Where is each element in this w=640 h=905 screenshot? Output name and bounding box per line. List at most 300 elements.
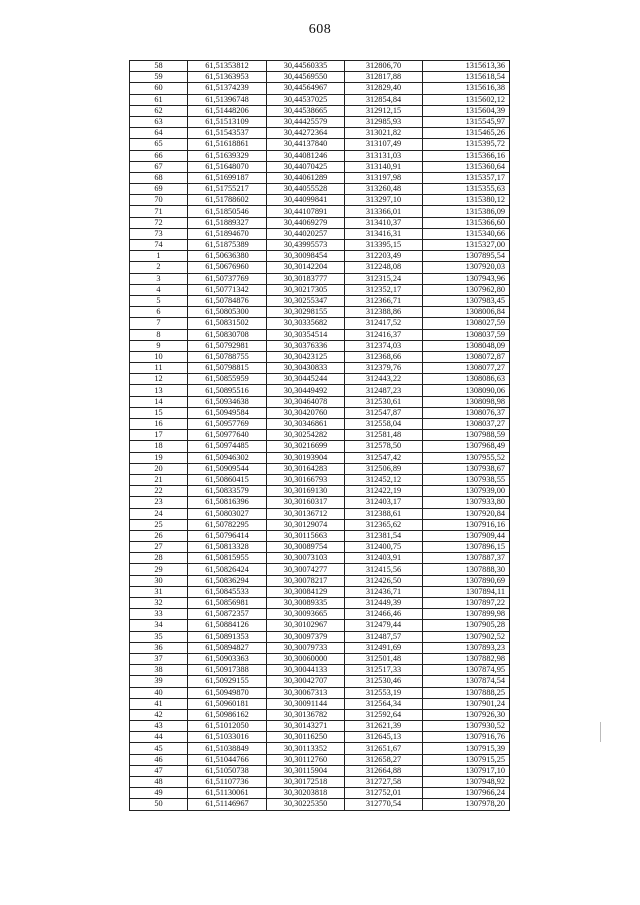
latitude-cell: 61,50855959 xyxy=(188,374,267,385)
table-row xyxy=(130,273,510,284)
table-row xyxy=(130,105,510,116)
longitude-cell: 30,30160317 xyxy=(267,497,345,508)
y-coordinate-cell: 1315602,12 xyxy=(423,94,510,105)
longitude-cell: 30,44137840 xyxy=(267,139,345,150)
table-row xyxy=(130,642,510,653)
y-coordinate-cell: 1307930,52 xyxy=(423,721,510,732)
y-coordinate-cell: 1307920,84 xyxy=(423,508,510,519)
y-coordinate-cell: 1307901,24 xyxy=(423,698,510,709)
longitude-cell: 30,30423125 xyxy=(267,351,345,362)
longitude-cell: 30,30346861 xyxy=(267,419,345,430)
point-number-cell: 2 xyxy=(130,262,188,273)
y-coordinate-cell: 1307888,25 xyxy=(423,687,510,698)
point-number-cell: 15 xyxy=(130,407,188,418)
point-number-cell: 30 xyxy=(130,575,188,586)
longitude-cell: 30,30143271 xyxy=(267,721,345,732)
longitude-cell: 30,44272364 xyxy=(267,128,345,139)
latitude-cell: 61,50894827 xyxy=(188,642,267,653)
longitude-cell: 30,30136782 xyxy=(267,709,345,720)
point-number-cell: 58 xyxy=(130,61,188,72)
latitude-cell: 61,51146967 xyxy=(188,799,267,810)
longitude-cell: 30,30129074 xyxy=(267,519,345,530)
latitude-cell: 61,50816396 xyxy=(188,497,267,508)
x-coordinate-cell: 312530,61 xyxy=(345,396,423,407)
point-number-cell: 47 xyxy=(130,765,188,776)
latitude-cell: 61,50636380 xyxy=(188,251,267,262)
y-coordinate-cell: 1308090,06 xyxy=(423,385,510,396)
point-number-cell: 26 xyxy=(130,530,188,541)
point-number-cell: 61 xyxy=(130,94,188,105)
point-number-cell: 8 xyxy=(130,329,188,340)
point-number-cell: 48 xyxy=(130,777,188,788)
latitude-cell: 61,50872357 xyxy=(188,609,267,620)
point-number-cell: 9 xyxy=(130,340,188,351)
table-row xyxy=(130,441,510,452)
y-coordinate-cell: 1315360,64 xyxy=(423,161,510,172)
x-coordinate-cell: 312487,23 xyxy=(345,385,423,396)
longitude-cell: 30,30089335 xyxy=(267,598,345,609)
table-row xyxy=(130,128,510,139)
longitude-cell: 30,30042707 xyxy=(267,676,345,687)
latitude-cell: 61,50917388 xyxy=(188,665,267,676)
point-number-cell: 50 xyxy=(130,799,188,810)
longitude-cell: 30,30136712 xyxy=(267,508,345,519)
coordinates-table-body xyxy=(130,61,510,811)
longitude-cell: 30,30074277 xyxy=(267,564,345,575)
y-coordinate-cell: 1307915,25 xyxy=(423,754,510,765)
latitude-cell: 61,51374239 xyxy=(188,83,267,94)
point-number-cell: 60 xyxy=(130,83,188,94)
point-number-cell: 37 xyxy=(130,653,188,664)
point-number-cell: 21 xyxy=(130,474,188,485)
latitude-cell: 61,51044766 xyxy=(188,754,267,765)
longitude-cell: 30,30376336 xyxy=(267,340,345,351)
latitude-cell: 61,51038849 xyxy=(188,743,267,754)
x-coordinate-cell: 312388,61 xyxy=(345,508,423,519)
longitude-cell: 30,30217305 xyxy=(267,284,345,295)
longitude-cell: 30,30097379 xyxy=(267,631,345,642)
table-row xyxy=(130,195,510,206)
x-coordinate-cell: 312829,40 xyxy=(345,83,423,94)
x-coordinate-cell: 312664,88 xyxy=(345,765,423,776)
x-coordinate-cell: 312315,24 xyxy=(345,273,423,284)
x-coordinate-cell: 312466,46 xyxy=(345,609,423,620)
latitude-cell: 61,50949870 xyxy=(188,687,267,698)
table-row xyxy=(130,61,510,72)
y-coordinate-cell: 1307874,54 xyxy=(423,676,510,687)
point-number-cell: 22 xyxy=(130,486,188,497)
table-row xyxy=(130,519,510,530)
table-row xyxy=(130,385,510,396)
longitude-cell: 30,30115663 xyxy=(267,530,345,541)
table-row xyxy=(130,653,510,664)
table-row xyxy=(130,530,510,541)
latitude-cell: 61,50771342 xyxy=(188,284,267,295)
y-coordinate-cell: 1308048,09 xyxy=(423,340,510,351)
point-number-cell: 12 xyxy=(130,374,188,385)
x-coordinate-cell: 312564,34 xyxy=(345,698,423,709)
point-number-cell: 35 xyxy=(130,631,188,642)
y-coordinate-cell: 1307962,80 xyxy=(423,284,510,295)
y-coordinate-cell: 1308098,98 xyxy=(423,396,510,407)
y-coordinate-cell: 1307896,15 xyxy=(423,542,510,553)
x-coordinate-cell: 312388,86 xyxy=(345,307,423,318)
x-coordinate-cell: 312854,84 xyxy=(345,94,423,105)
x-coordinate-cell: 312422,19 xyxy=(345,486,423,497)
latitude-cell: 61,50946302 xyxy=(188,452,267,463)
table-row xyxy=(130,553,510,564)
x-coordinate-cell: 313107,49 xyxy=(345,139,423,150)
x-coordinate-cell: 312658,27 xyxy=(345,754,423,765)
x-coordinate-cell: 313416,31 xyxy=(345,228,423,239)
point-number-cell: 64 xyxy=(130,128,188,139)
latitude-cell: 61,50782295 xyxy=(188,519,267,530)
latitude-cell: 61,51050738 xyxy=(188,765,267,776)
point-number-cell: 17 xyxy=(130,430,188,441)
x-coordinate-cell: 312248,08 xyxy=(345,262,423,273)
longitude-cell: 30,44107891 xyxy=(267,206,345,217)
longitude-cell: 30,30113352 xyxy=(267,743,345,754)
point-number-cell: 63 xyxy=(130,116,188,127)
y-coordinate-cell: 1315465,26 xyxy=(423,128,510,139)
latitude-cell: 61,50803027 xyxy=(188,508,267,519)
table-row xyxy=(130,419,510,430)
table-row xyxy=(130,698,510,709)
point-number-cell: 13 xyxy=(130,385,188,396)
point-number-cell: 73 xyxy=(130,228,188,239)
table-row xyxy=(130,564,510,575)
y-coordinate-cell: 1308077,27 xyxy=(423,363,510,374)
latitude-cell: 61,51850546 xyxy=(188,206,267,217)
longitude-cell: 30,30354514 xyxy=(267,329,345,340)
table-row xyxy=(130,586,510,597)
x-coordinate-cell: 312752,01 xyxy=(345,788,423,799)
latitude-cell: 61,51130061 xyxy=(188,788,267,799)
table-row xyxy=(130,687,510,698)
point-number-cell: 65 xyxy=(130,139,188,150)
table-row xyxy=(130,486,510,497)
x-coordinate-cell: 312403,17 xyxy=(345,497,423,508)
y-coordinate-cell: 1307983,45 xyxy=(423,295,510,306)
latitude-cell: 61,51639329 xyxy=(188,150,267,161)
table-row xyxy=(130,240,510,251)
y-coordinate-cell: 1315357,17 xyxy=(423,172,510,183)
y-coordinate-cell: 1307938,67 xyxy=(423,463,510,474)
table-row xyxy=(130,430,510,441)
x-coordinate-cell: 312368,66 xyxy=(345,351,423,362)
table-row xyxy=(130,788,510,799)
y-coordinate-cell: 1315618,54 xyxy=(423,72,510,83)
x-coordinate-cell: 312770,54 xyxy=(345,799,423,810)
table-row xyxy=(130,598,510,609)
latitude-cell: 61,51363953 xyxy=(188,72,267,83)
point-number-cell: 23 xyxy=(130,497,188,508)
x-coordinate-cell: 312365,62 xyxy=(345,519,423,530)
latitude-cell: 61,50949584 xyxy=(188,407,267,418)
y-coordinate-cell: 1308027,59 xyxy=(423,318,510,329)
x-coordinate-cell: 312379,76 xyxy=(345,363,423,374)
longitude-cell: 30,30060000 xyxy=(267,653,345,664)
point-number-cell: 62 xyxy=(130,105,188,116)
x-coordinate-cell: 312443,22 xyxy=(345,374,423,385)
longitude-cell: 30,44425579 xyxy=(267,116,345,127)
latitude-cell: 61,50986162 xyxy=(188,709,267,720)
y-coordinate-cell: 1307920,03 xyxy=(423,262,510,273)
x-coordinate-cell: 312530,46 xyxy=(345,676,423,687)
x-coordinate-cell: 312578,50 xyxy=(345,441,423,452)
x-coordinate-cell: 312426,50 xyxy=(345,575,423,586)
y-coordinate-cell: 1307916,76 xyxy=(423,732,510,743)
x-coordinate-cell: 312381,54 xyxy=(345,530,423,541)
table-row xyxy=(130,329,510,340)
table-row xyxy=(130,676,510,687)
table-row xyxy=(130,340,510,351)
longitude-cell: 30,30183777 xyxy=(267,273,345,284)
latitude-cell: 61,50891353 xyxy=(188,631,267,642)
y-coordinate-cell: 1307943,96 xyxy=(423,273,510,284)
latitude-cell: 61,51755217 xyxy=(188,184,267,195)
longitude-cell: 30,30445244 xyxy=(267,374,345,385)
table-row xyxy=(130,374,510,385)
x-coordinate-cell: 312416,37 xyxy=(345,329,423,340)
latitude-cell: 61,50929155 xyxy=(188,676,267,687)
latitude-cell: 61,50884126 xyxy=(188,620,267,631)
x-coordinate-cell: 313297,10 xyxy=(345,195,423,206)
y-coordinate-cell: 1307926,30 xyxy=(423,709,510,720)
longitude-cell: 30,30073103 xyxy=(267,553,345,564)
x-coordinate-cell: 313021,82 xyxy=(345,128,423,139)
table-row xyxy=(130,172,510,183)
latitude-cell: 61,50934638 xyxy=(188,396,267,407)
y-coordinate-cell: 1307899,98 xyxy=(423,609,510,620)
y-coordinate-cell: 1307948,92 xyxy=(423,777,510,788)
x-coordinate-cell: 312817,88 xyxy=(345,72,423,83)
y-coordinate-cell: 1308006,84 xyxy=(423,307,510,318)
longitude-cell: 30,44081246 xyxy=(267,150,345,161)
point-number-cell: 20 xyxy=(130,463,188,474)
latitude-cell: 61,51396748 xyxy=(188,94,267,105)
point-number-cell: 40 xyxy=(130,687,188,698)
point-number-cell: 19 xyxy=(130,452,188,463)
latitude-cell: 61,50831502 xyxy=(188,318,267,329)
point-number-cell: 49 xyxy=(130,788,188,799)
longitude-cell: 30,44020257 xyxy=(267,228,345,239)
point-number-cell: 3 xyxy=(130,273,188,284)
point-number-cell: 33 xyxy=(130,609,188,620)
y-coordinate-cell: 1307890,69 xyxy=(423,575,510,586)
table-row xyxy=(130,474,510,485)
y-coordinate-cell: 1307887,37 xyxy=(423,553,510,564)
y-coordinate-cell: 1307915,39 xyxy=(423,743,510,754)
point-number-cell: 74 xyxy=(130,240,188,251)
latitude-cell: 61,50957769 xyxy=(188,419,267,430)
point-number-cell: 18 xyxy=(130,441,188,452)
longitude-cell: 30,30142204 xyxy=(267,262,345,273)
latitude-cell: 61,51788602 xyxy=(188,195,267,206)
x-coordinate-cell: 312417,52 xyxy=(345,318,423,329)
longitude-cell: 30,30225350 xyxy=(267,799,345,810)
point-number-cell: 25 xyxy=(130,519,188,530)
latitude-cell: 61,50845533 xyxy=(188,586,267,597)
point-number-cell: 70 xyxy=(130,195,188,206)
y-coordinate-cell: 1315395,72 xyxy=(423,139,510,150)
longitude-cell: 30,30216699 xyxy=(267,441,345,452)
x-coordinate-cell: 313410,37 xyxy=(345,217,423,228)
x-coordinate-cell: 312203,49 xyxy=(345,251,423,262)
point-number-cell: 29 xyxy=(130,564,188,575)
y-coordinate-cell: 1307893,23 xyxy=(423,642,510,653)
longitude-cell: 30,30084129 xyxy=(267,586,345,597)
x-coordinate-cell: 312985,93 xyxy=(345,116,423,127)
longitude-cell: 30,30464078 xyxy=(267,396,345,407)
x-coordinate-cell: 313260,48 xyxy=(345,184,423,195)
latitude-cell: 61,50676960 xyxy=(188,262,267,273)
latitude-cell: 61,51889327 xyxy=(188,217,267,228)
y-coordinate-cell: 1315366,60 xyxy=(423,217,510,228)
table-row xyxy=(130,609,510,620)
longitude-cell: 30,30164283 xyxy=(267,463,345,474)
longitude-cell: 30,30098454 xyxy=(267,251,345,262)
latitude-cell: 61,50788755 xyxy=(188,351,267,362)
latitude-cell: 61,50813328 xyxy=(188,542,267,553)
latitude-cell: 61,51894670 xyxy=(188,228,267,239)
table-row xyxy=(130,631,510,642)
x-coordinate-cell: 312366,71 xyxy=(345,295,423,306)
point-number-cell: 46 xyxy=(130,754,188,765)
table-row xyxy=(130,251,510,262)
y-coordinate-cell: 1315355,63 xyxy=(423,184,510,195)
table-row xyxy=(130,228,510,239)
table-row xyxy=(130,765,510,776)
x-coordinate-cell: 312352,17 xyxy=(345,284,423,295)
longitude-cell: 30,30093665 xyxy=(267,609,345,620)
point-number-cell: 45 xyxy=(130,743,188,754)
y-coordinate-cell: 1307874,95 xyxy=(423,665,510,676)
longitude-cell: 30,44099841 xyxy=(267,195,345,206)
point-number-cell: 42 xyxy=(130,709,188,720)
table-row xyxy=(130,139,510,150)
longitude-cell: 30,30255347 xyxy=(267,295,345,306)
point-number-cell: 72 xyxy=(130,217,188,228)
x-coordinate-cell: 312727,58 xyxy=(345,777,423,788)
y-coordinate-cell: 1315545,97 xyxy=(423,116,510,127)
longitude-cell: 30,30102967 xyxy=(267,620,345,631)
table-row xyxy=(130,262,510,273)
y-coordinate-cell: 1307882,98 xyxy=(423,653,510,664)
latitude-cell: 61,51353812 xyxy=(188,61,267,72)
latitude-cell: 61,50860415 xyxy=(188,474,267,485)
y-coordinate-cell: 1307888,30 xyxy=(423,564,510,575)
latitude-cell: 61,50796414 xyxy=(188,530,267,541)
table-row xyxy=(130,665,510,676)
longitude-cell: 30,43995573 xyxy=(267,240,345,251)
latitude-cell: 61,50805300 xyxy=(188,307,267,318)
x-coordinate-cell: 312912,15 xyxy=(345,105,423,116)
latitude-cell: 61,50856981 xyxy=(188,598,267,609)
table-row xyxy=(130,318,510,329)
table-row xyxy=(130,363,510,374)
latitude-cell: 61,51543537 xyxy=(188,128,267,139)
point-number-cell: 24 xyxy=(130,508,188,519)
x-coordinate-cell: 312553,19 xyxy=(345,687,423,698)
latitude-cell: 61,50737769 xyxy=(188,273,267,284)
y-coordinate-cell: 1307895,54 xyxy=(423,251,510,262)
y-coordinate-cell: 1307938,55 xyxy=(423,474,510,485)
longitude-cell: 30,30116250 xyxy=(267,732,345,743)
y-coordinate-cell: 1307955,52 xyxy=(423,452,510,463)
latitude-cell: 61,51012050 xyxy=(188,721,267,732)
x-coordinate-cell: 312806,70 xyxy=(345,61,423,72)
latitude-cell: 61,50895516 xyxy=(188,385,267,396)
table-row xyxy=(130,351,510,362)
point-number-cell: 16 xyxy=(130,419,188,430)
table-row xyxy=(130,799,510,810)
table-row xyxy=(130,72,510,83)
x-coordinate-cell: 312547,87 xyxy=(345,407,423,418)
table-row xyxy=(130,150,510,161)
latitude-cell: 61,51107736 xyxy=(188,777,267,788)
longitude-cell: 30,30079733 xyxy=(267,642,345,653)
point-number-cell: 34 xyxy=(130,620,188,631)
table-row xyxy=(130,542,510,553)
table-row xyxy=(130,575,510,586)
longitude-cell: 30,30449492 xyxy=(267,385,345,396)
x-coordinate-cell: 312645,13 xyxy=(345,732,423,743)
table-row xyxy=(130,396,510,407)
latitude-cell: 61,51448206 xyxy=(188,105,267,116)
table-row xyxy=(130,754,510,765)
point-number-cell: 43 xyxy=(130,721,188,732)
latitude-cell: 61,51875389 xyxy=(188,240,267,251)
longitude-cell: 30,44537025 xyxy=(267,94,345,105)
latitude-cell: 61,50833579 xyxy=(188,486,267,497)
y-coordinate-cell: 1307905,28 xyxy=(423,620,510,631)
longitude-cell: 30,30166793 xyxy=(267,474,345,485)
y-coordinate-cell: 1307917,10 xyxy=(423,765,510,776)
table-row xyxy=(130,497,510,508)
table-row xyxy=(130,161,510,172)
latitude-cell: 61,51618861 xyxy=(188,139,267,150)
point-number-cell: 10 xyxy=(130,351,188,362)
table-row xyxy=(130,184,510,195)
x-coordinate-cell: 312517,33 xyxy=(345,665,423,676)
point-number-cell: 36 xyxy=(130,642,188,653)
point-number-cell: 7 xyxy=(130,318,188,329)
y-coordinate-cell: 1315366,16 xyxy=(423,150,510,161)
longitude-cell: 30,44061289 xyxy=(267,172,345,183)
latitude-cell: 61,50830708 xyxy=(188,329,267,340)
x-coordinate-cell: 312651,67 xyxy=(345,743,423,754)
x-coordinate-cell: 312592,64 xyxy=(345,709,423,720)
table-row xyxy=(130,307,510,318)
latitude-cell: 61,50974485 xyxy=(188,441,267,452)
point-number-cell: 71 xyxy=(130,206,188,217)
table-row xyxy=(130,407,510,418)
longitude-cell: 30,44560335 xyxy=(267,61,345,72)
y-coordinate-cell: 1308037,27 xyxy=(423,419,510,430)
longitude-cell: 30,44564967 xyxy=(267,83,345,94)
y-coordinate-cell: 1307897,22 xyxy=(423,598,510,609)
longitude-cell: 30,30430833 xyxy=(267,363,345,374)
x-coordinate-cell: 313366,01 xyxy=(345,206,423,217)
x-coordinate-cell: 312491,69 xyxy=(345,642,423,653)
y-coordinate-cell: 1307894,11 xyxy=(423,586,510,597)
y-coordinate-cell: 1307909,44 xyxy=(423,530,510,541)
table-row xyxy=(130,721,510,732)
latitude-cell: 61,50792981 xyxy=(188,340,267,351)
x-coordinate-cell: 312436,71 xyxy=(345,586,423,597)
point-number-cell: 6 xyxy=(130,307,188,318)
